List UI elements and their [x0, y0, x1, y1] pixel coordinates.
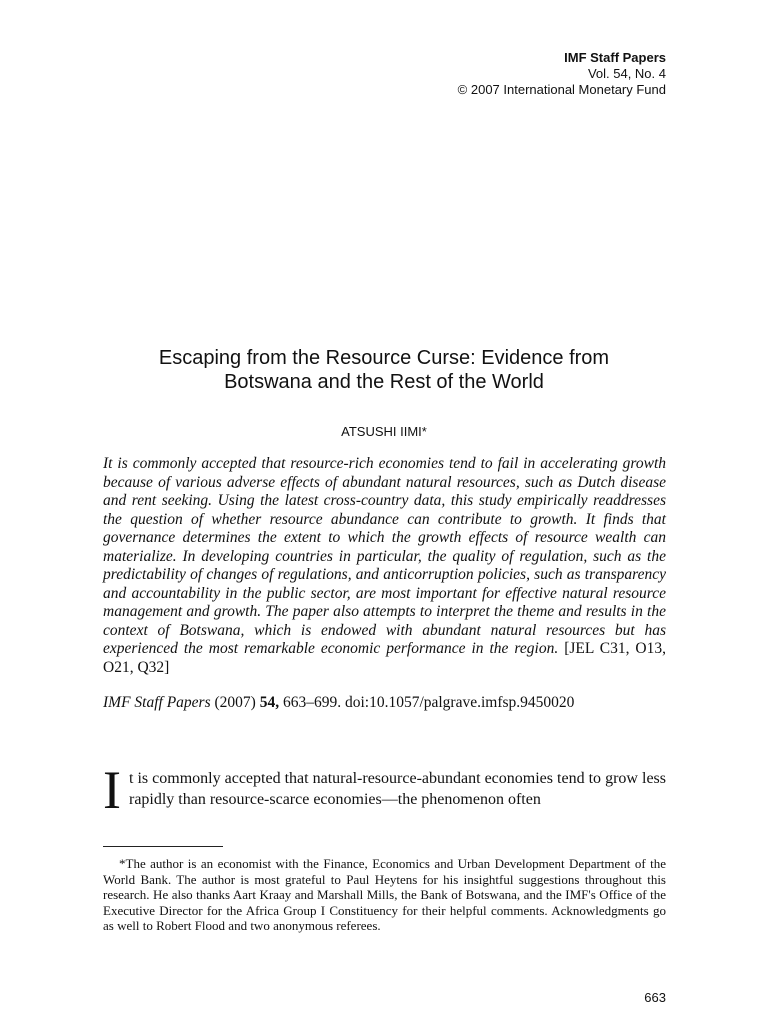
author-footnote: *The author is an economist with the Finance, Economics and Urban Development Department of the World Bank. The author is most grateful to Paul Heytens for his insightful suggestions throughout this research. He also thanks Aart Kraay and Marshall Mills, the Bank of Botswana, and the IMF's Office of the Executive Director for the Africa Group I Constituency for their helpful comments. Acknowledgments go as well to Robert Flood and two anonymous referees. — [103, 856, 666, 933]
citation-volume: 54, — [259, 694, 280, 711]
intro-text: t is commonly accepted that natural-resource-abundant economies tend to grow less rapidly than resource-scarce economies—the phenomenon often — [128, 770, 666, 808]
journal-copyright: © 2007 International Monetary Fund — [457, 82, 666, 97]
journal-header — [458, 50, 666, 98]
citation — [103, 694, 666, 712]
abstract — [103, 455, 666, 677]
citation-pages-doi: 663–699. doi:10.1057/palgrave.imfsp.9450020 — [279, 694, 575, 711]
journal-volume: Vol. 54, No. 4 — [587, 66, 666, 81]
title-line-2: Botswana and the Rest of the World — [224, 371, 544, 393]
footnote-divider — [103, 846, 223, 847]
drop-cap: I — [103, 760, 121, 820]
journal-name: IMF Staff Papers — [564, 50, 666, 65]
article-title — [100, 346, 668, 394]
jel-codes: [JEL C31, O13, O21, Q32] — [103, 640, 666, 676]
abstract-text: It is commonly accepted that resource-rich economies tend to fail in accelerating growth because of various adverse effects of abundant natural resources, such as Dutch disease and rent seeking. Using the latest cross-country data, this study empirically readdresses the question of whether resource abundance can contribute to growth. It finds that governance determines the extent to which the growth effects of resource wealth can materialize. In developing countries in particular, the quality of regulation, such as the predictability of changes of regulations, and anticorruption policies, such as transparency and accountability in the public sector, are most important for effective natural resource management and growth. The paper also attempts to interpret the theme and results in the context of Botswana, which is endowed with abundant natural resources but has experienced the most remarkable economic performance in the region. — [103, 455, 666, 657]
author-name: ATSUSHI IIMI* — [341, 424, 427, 439]
intro-paragraph — [103, 760, 666, 820]
page-number: 663 — [644, 990, 666, 1005]
title-line-1: Escaping from the Resource Curse: Evidence from — [158, 347, 610, 369]
citation-journal: IMF Staff Papers — [103, 694, 211, 711]
citation-year: (2007) — [210, 694, 260, 711]
